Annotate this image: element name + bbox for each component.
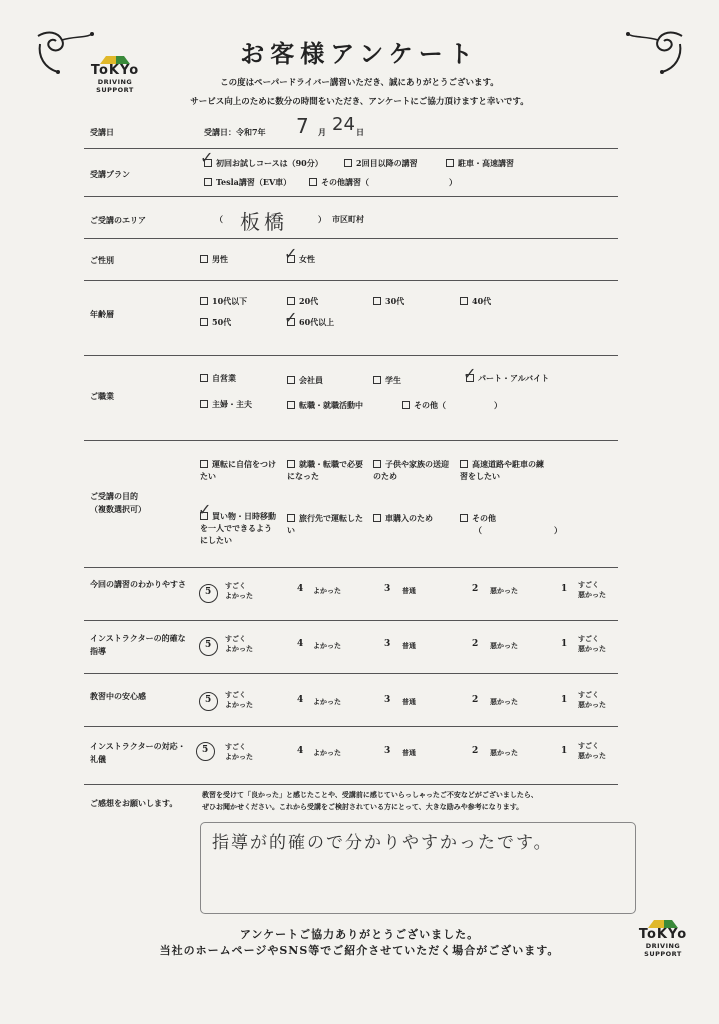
rating-3-number[interactable]: 3 — [384, 584, 391, 594]
separator — [84, 726, 618, 727]
separator — [84, 196, 618, 197]
gender-option-male[interactable]: 男性 — [200, 253, 228, 265]
logo-bottom — [628, 918, 698, 958]
comments-answer: 指導が的確ので分かりやすかったです。 — [212, 833, 553, 853]
rating-2-number[interactable]: 2 — [472, 639, 479, 649]
separator — [84, 620, 618, 621]
rating-4-number[interactable]: 4 — [297, 639, 304, 649]
age-label: 年齢層 — [90, 309, 114, 319]
rating-5-text: よかった — [225, 700, 253, 709]
checkmark-icon: ✓ — [200, 148, 214, 167]
area-paren-open: （ — [215, 214, 223, 224]
comments-desc-2: ぜひお聞かせください。これから受講をご検討されている方にとって、大きな励みや参考になります。 — [202, 802, 524, 811]
job-option-jobseeking[interactable]: 転職・就職活動中 — [287, 399, 363, 411]
purpose-label: ご受講の目的 — [90, 491, 138, 501]
job-option-homemaker[interactable]: 主婦・主夫 — [200, 398, 252, 410]
rating-2-text: 悪かった — [490, 586, 518, 595]
rating-5-text: すごく — [225, 634, 246, 643]
purpose-sublabel: （複数選択可） — [90, 504, 146, 514]
plan-label: 受講プラン — [90, 169, 130, 179]
separator — [84, 355, 618, 356]
rating-3-number[interactable]: 3 — [384, 746, 391, 756]
rating-5-number[interactable]: 5 — [202, 745, 209, 755]
date-day-suffix: 日 — [356, 127, 364, 137]
purpose-option-shopping[interactable]: 買い物・日時移動を一人でできるようにしたい — [200, 511, 276, 545]
rating-3-text: 普通 — [402, 697, 416, 706]
rating-1-number[interactable]: 1 — [561, 639, 568, 649]
logo-text-tokyo: ToKYo — [638, 927, 688, 942]
rating-1-number[interactable]: 1 — [561, 746, 568, 756]
rating-2-text: 悪かった — [490, 641, 518, 650]
date-label: 受講日 — [90, 127, 114, 137]
rating-1-text: 悪かった — [578, 700, 606, 709]
date-prefix: 受講日：令和7年 — [204, 127, 266, 137]
age-option-10s[interactable]: 10代以下 — [200, 295, 247, 307]
job-option-other[interactable]: その他（ ） — [402, 399, 502, 411]
footer-notice: 当社のホームページやSNS等でご紹介させていただく場合がございます。 — [159, 944, 560, 957]
rating-3-number[interactable]: 3 — [384, 639, 391, 649]
rating-2-text: 悪かった — [490, 697, 518, 706]
date-day-value[interactable]: 24 — [332, 114, 355, 135]
comments-desc-1: 教習を受けて「良かった」と感じたことや、受講前に感じていらっしゃったご不安などがございましたら、 — [202, 790, 538, 799]
rating-5-number[interactable]: 5 — [205, 587, 212, 597]
rating-4-text: よかった — [313, 641, 341, 650]
rating-5-text: すごく — [225, 581, 246, 590]
plan-option-trial[interactable]: 初回お試しコースは（90分） — [204, 157, 323, 169]
separator — [84, 784, 618, 785]
rating-4-number[interactable]: 4 — [297, 746, 304, 756]
checkmark-icon: ✓ — [284, 308, 298, 327]
rating-3-text: 普通 — [402, 641, 416, 650]
area-paren-close: ） — [318, 214, 326, 224]
purpose-option-job[interactable]: 就職・転職で必要になった — [287, 459, 363, 481]
logo-text-support: SUPPORT — [644, 950, 682, 958]
rating-5-text: すごく — [225, 690, 246, 699]
date-month-value[interactable]: 7 — [296, 114, 309, 138]
separator — [84, 440, 618, 441]
job-label: ご職業 — [90, 391, 114, 401]
plan-option-tesla[interactable]: Tesla講習（EV車） — [204, 176, 291, 188]
area-value[interactable]: 板橋 — [240, 210, 288, 234]
age-option-30s[interactable]: 30代 — [373, 295, 404, 307]
logo-text-driving: DRIVING — [645, 942, 681, 950]
rating-3-number[interactable]: 3 — [384, 695, 391, 705]
rating-4-text: よかった — [313, 697, 341, 706]
checkmark-icon: ✓ — [463, 364, 477, 383]
rating-2-text: 悪かった — [490, 748, 518, 757]
footer-thanks: アンケートご協力ありがとうございました。 — [239, 928, 480, 941]
rating-5-number[interactable]: 5 — [205, 640, 212, 650]
job-option-parttime[interactable]: パート・アルバイト — [466, 372, 549, 384]
rating-3-text: 普通 — [402, 748, 416, 757]
purpose-option-travel[interactable]: 旅行先で運転したい — [287, 513, 363, 535]
checkmark-icon: ✓ — [198, 500, 212, 519]
logo-text-support: SUPPORT — [96, 86, 134, 94]
rating-label-safety: 教習中の安心感 — [90, 691, 146, 701]
separator — [84, 148, 618, 149]
purpose-option-other[interactable]: その他 — [460, 512, 496, 524]
rating-label-clarity: 今回の講習のわかりやすさ — [90, 579, 186, 589]
rating-4-text: よかった — [313, 748, 341, 757]
rating-5-number[interactable]: 5 — [205, 695, 212, 705]
age-option-20s[interactable]: 20代 — [287, 295, 318, 307]
plan-option-parking[interactable]: 駐車・高速講習 — [446, 157, 514, 169]
rating-1-text: すごく — [578, 690, 599, 699]
rating-1-text: すごく — [578, 741, 599, 750]
plan-option-second[interactable]: 2回目以降の講習 — [344, 157, 418, 169]
gender-label: ご性別 — [90, 255, 114, 265]
rating-5-text: すごく — [225, 742, 246, 751]
rating-2-number[interactable]: 2 — [472, 695, 479, 705]
gender-option-female[interactable]: 女性 — [287, 253, 315, 265]
separator — [84, 673, 618, 674]
purpose-option-car-purchase[interactable]: 車購入のため — [373, 512, 433, 524]
age-option-50s[interactable]: 50代 — [200, 316, 231, 328]
area-label: ご受講のエリア — [90, 215, 146, 225]
page-title: お客様アンケート — [240, 39, 479, 68]
job-option-student[interactable]: 学生 — [373, 374, 401, 386]
rating-3-text: 普通 — [402, 586, 416, 595]
comments-label: ご感想をお願いします。 — [90, 798, 178, 808]
rating-1-text: 悪かった — [578, 751, 606, 760]
age-option-60s[interactable]: 60代以上 — [287, 316, 334, 328]
purpose-other-parens: （ ） — [474, 525, 562, 535]
separator — [84, 238, 618, 239]
intro-line-1: この度はペーパードライバー講習いただき、誠にありがとうございます。 — [220, 78, 499, 88]
rating-1-text: すごく — [578, 634, 599, 643]
purpose-option-confidence[interactable]: 運転に自信をつけたい — [200, 459, 276, 481]
separator — [84, 567, 618, 568]
rating-1-text: すごく — [578, 580, 599, 589]
rating-5-text: よかった — [225, 752, 253, 761]
rating-5-text: よかった — [225, 591, 253, 600]
job-option-self-employed[interactable]: 自営業 — [200, 372, 236, 384]
age-option-40s[interactable]: 40代 — [460, 295, 491, 307]
rating-label-instruction: インストラクターの的確な指導 — [90, 633, 186, 656]
rating-label-manners: インストラクターの対応・礼儀 — [90, 741, 186, 764]
purpose-option-highway[interactable]: 高速道路や駐車の練習をしたい — [460, 459, 544, 481]
rating-2-number[interactable]: 2 — [472, 746, 479, 756]
job-option-employee[interactable]: 会社員 — [287, 374, 323, 386]
separator — [84, 280, 618, 281]
area-suffix: 市区町村 — [332, 214, 364, 224]
logo-text-tokyo: ToKYo — [90, 63, 140, 78]
rating-1-text: 悪かった — [578, 590, 606, 599]
rating-2-number[interactable]: 2 — [472, 584, 479, 594]
purpose-option-family[interactable]: 子供や家族の送迎のため — [373, 459, 449, 481]
rating-4-text: よかった — [313, 586, 341, 595]
date-month-suffix: 月 — [318, 127, 326, 137]
rating-1-number[interactable]: 1 — [561, 584, 568, 594]
rating-4-number[interactable]: 4 — [297, 695, 304, 705]
rating-1-text: 悪かった — [578, 644, 606, 653]
intro-line-2: サービス向上のために数分の時間をいただき、アンケートにご協力頂けますと幸いです。 — [190, 97, 529, 107]
rating-5-text: よかった — [225, 644, 253, 653]
plan-option-other[interactable]: その他講習（ ） — [309, 176, 457, 188]
rating-1-number[interactable]: 1 — [561, 695, 568, 705]
logo-text-driving: DRIVING — [97, 78, 133, 86]
checkmark-icon: ✓ — [284, 244, 298, 263]
rating-4-number[interactable]: 4 — [297, 584, 304, 594]
